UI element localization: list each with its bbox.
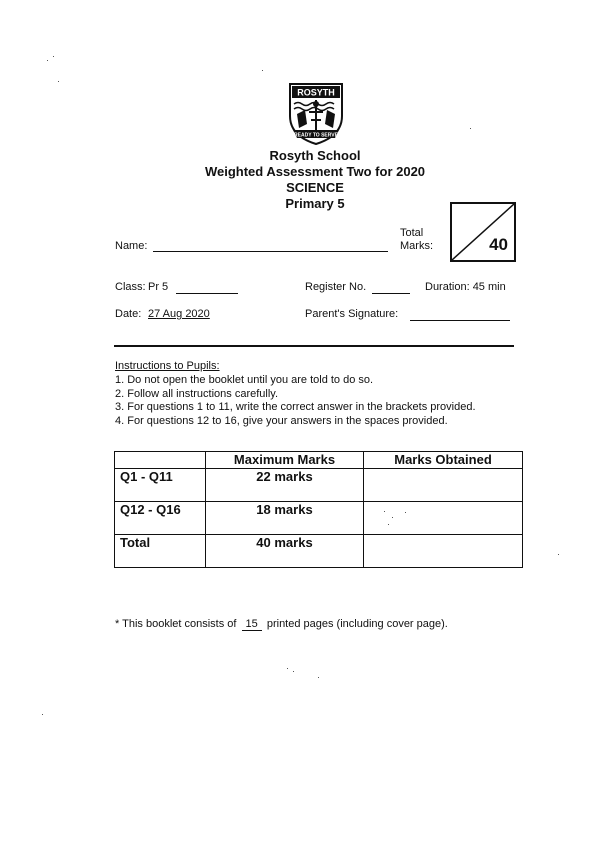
- total-marks-box[interactable]: [450, 202, 516, 262]
- scan-speck: [470, 128, 471, 129]
- total-marks-label-line2: Marks:: [400, 240, 433, 252]
- parent-signature-field[interactable]: [410, 320, 510, 321]
- marks-obtained-cell[interactable]: [364, 502, 523, 535]
- scan-speck: [558, 554, 559, 555]
- instruction-item: 2. Follow all instructions carefully.: [115, 387, 279, 400]
- crest-motto-text: READY TO SERVE: [294, 132, 338, 139]
- page-count-value: 15: [242, 618, 262, 631]
- class-field[interactable]: [176, 293, 238, 294]
- subject-title: SCIENCE: [286, 180, 344, 195]
- instructions-list: [115, 374, 476, 428]
- question-range-cell: Total: [115, 535, 206, 568]
- scan-speck: [388, 524, 389, 525]
- level-title: Primary 5: [285, 196, 345, 211]
- assessment-title: Weighted Assessment Two for 2020: [204, 164, 426, 179]
- total-marks-label-line1: Total: [400, 227, 424, 239]
- scan-speck: [392, 517, 393, 518]
- scan-speck: [293, 671, 294, 672]
- page-count-note: [115, 618, 448, 631]
- register-label: Register No.: [305, 281, 367, 293]
- crest-banner-text: ROSYTH: [297, 87, 335, 98]
- date-value: 27 Aug 2020: [148, 308, 210, 320]
- table-header-cell: Marks Obtained: [364, 452, 523, 469]
- instruction-item: 1. Do not open the booklet until you are told to do so.: [115, 374, 374, 386]
- school-crest-logo: [285, 80, 347, 146]
- table-header-cell: Maximum Marks: [206, 452, 364, 469]
- instruction-item: 3. For questions 1 to 11, write the correct answer in the brackets provided.: [115, 401, 476, 413]
- name-field[interactable]: [153, 251, 388, 252]
- section-divider: [114, 345, 514, 347]
- duration-text: Duration: 45 min: [425, 281, 506, 293]
- instructions-heading: Instructions to Pupils:: [115, 360, 220, 372]
- instruction-item: 4. For questions 12 to 16, give your answers in the spaces provided.: [115, 414, 448, 427]
- question-range-cell: Q12 - Q16: [115, 502, 206, 535]
- table-row: [115, 535, 523, 568]
- date-label: Date:: [115, 308, 142, 320]
- school-name: Rosyth School: [269, 148, 361, 163]
- maximum-marks-cell: 22 marks: [206, 469, 364, 502]
- page-count-prefix: * This booklet consists of: [115, 618, 237, 630]
- register-field[interactable]: [372, 293, 410, 294]
- maximum-marks-cell: 40 marks: [206, 535, 364, 568]
- marks-obtained-cell[interactable]: [364, 535, 523, 568]
- class-value: Pr 5: [148, 281, 169, 293]
- scan-speck: [47, 60, 48, 61]
- table-row: [115, 502, 523, 535]
- page-count-suffix: printed pages (including cover page).: [266, 618, 448, 630]
- marks-obtained-cell[interactable]: [364, 469, 523, 502]
- parent-signature-label: Parent's Signature:: [305, 308, 399, 320]
- total-marks-value: 40: [489, 235, 508, 254]
- scan-speck: [58, 81, 59, 82]
- scan-speck: [42, 714, 43, 715]
- scan-speck: [384, 511, 385, 512]
- scan-speck: [318, 677, 319, 678]
- question-range-cell: Q1 - Q11: [115, 469, 206, 502]
- maximum-marks-cell: 18 marks: [206, 502, 364, 535]
- scan-speck: [262, 70, 263, 71]
- scan-speck: [287, 668, 288, 669]
- marks-table-header: [115, 452, 523, 469]
- scan-speck: [53, 56, 54, 57]
- class-label: Class:: [115, 281, 146, 293]
- scan-speck: [405, 512, 406, 513]
- table-header-cell: [115, 452, 206, 469]
- name-label: Name:: [115, 240, 148, 252]
- table-row: [115, 469, 523, 502]
- marks-table: [114, 451, 523, 568]
